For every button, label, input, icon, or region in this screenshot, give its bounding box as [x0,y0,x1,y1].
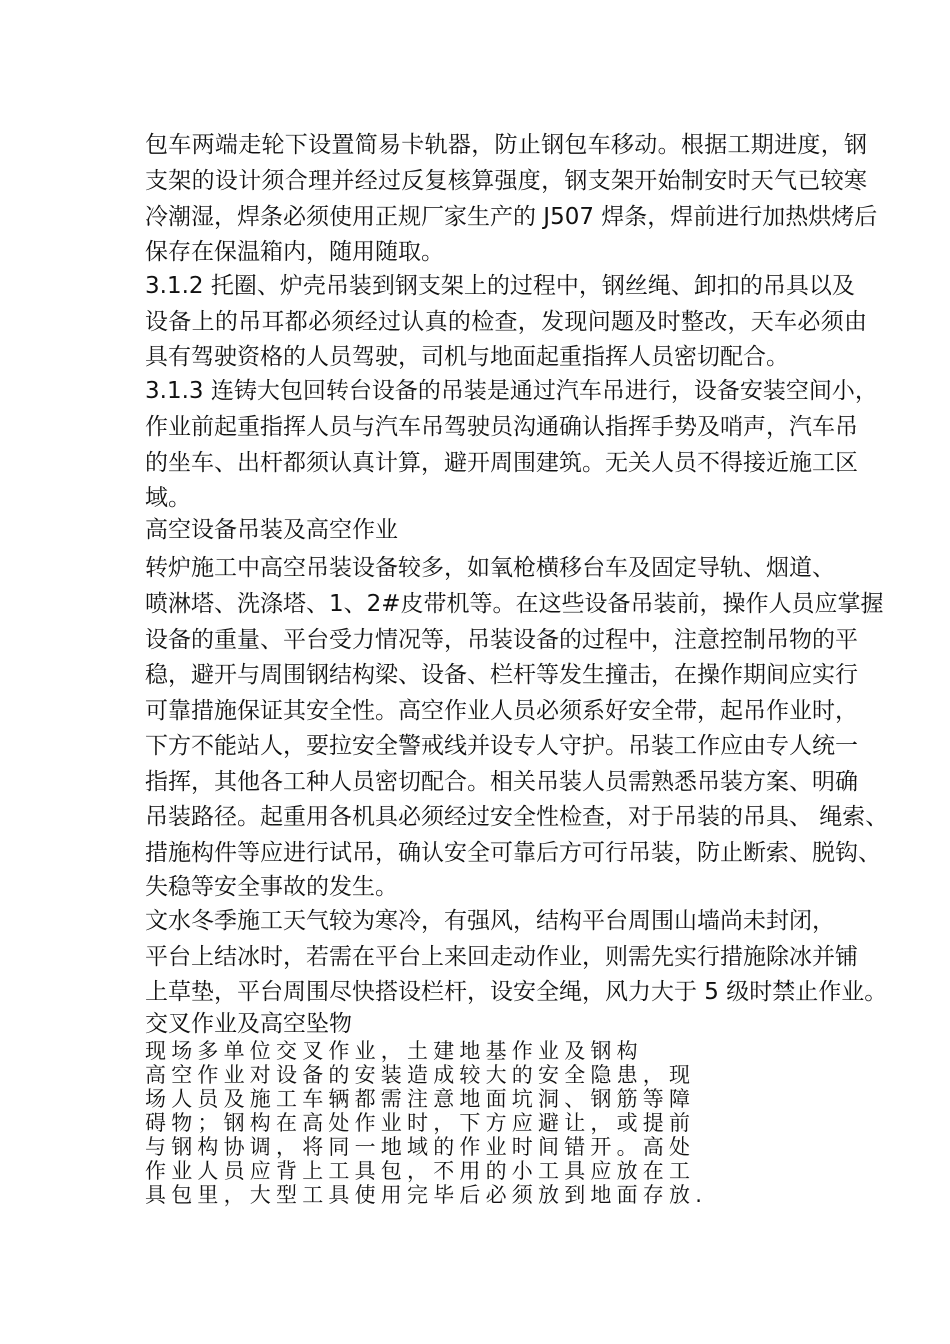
paragraph-line: 碍物；钢构在高处作业时，下方应避让，或提前 [145,1111,696,1135]
paragraph-line: 下方不能站人，要拉安全警戒线并设专人守护。吊装工作应由专人统一 [145,733,858,759]
paragraph-line: 3.1.3 连铸大包回转台设备的吊装是通过汽车吊进行，设备安装空间小， [145,378,878,404]
paragraph-line: 具有驾驶资格的人员驾驶，司机与地面起重指挥人员密切配合。 [145,344,789,370]
paragraph-line: 作业人员应背上工具包，不用的小工具应放在工 [145,1159,696,1183]
paragraph-line: 具包里，大型工具使用完毕后必须放到地面存放. [145,1183,708,1207]
paragraph-line: 包车两端走轮下设置简易卡轨器，防止钢包车移动。根据工期进度，钢 [145,132,868,158]
section-heading: 交叉作业及高空坠物 [145,1011,352,1037]
paragraph-line: 指挥，其他各工种人员密切配合。相关吊装人员需熟悉吊装方案、明确 [145,769,858,795]
paragraph-line: 稳，避开与周围钢结构梁、设备、栏杆等发生撞击，在操作期间应实行 [145,662,858,688]
paragraph-line: 保存在保温箱内，随用随取。 [145,239,444,265]
paragraph-line: 设备的重量、平台受力情况等，吊装设备的过程中，注意控制吊物的平 [145,627,858,653]
paragraph-line: 场人员及施工车辆都需注意地面坑洞、钢筋等障 [145,1087,696,1111]
paragraph-line: 可靠措施保证其安全性。高空作业人员必须系好安全带，起吊作业时， [145,698,858,724]
paragraph-line: 支架的设计须合理并经过反复核算强度，钢支架开始制安时天气已较寒 [145,168,868,194]
paragraph-line: 失稳等安全事故的发生。 [145,874,398,900]
paragraph-line: 喷淋塔、洗涤塔、1、2#皮带机等。在这些设备吊装前，操作人员应掌握 [145,591,884,617]
paragraph-line: 上草垫，平台周围尽快搭设栏杆，设安全绳，风力大于 5 级时禁止作业。 [145,979,888,1005]
paragraph-line: 与钢构协调，将同一地域的作业时间错开。高处 [145,1135,696,1159]
paragraph-line: 措施构件等应进行试吊，确认安全可靠后方可行吊装，防止断索、脱钩、 [145,840,881,866]
paragraph-line: 高空作业对设备的安装造成较大的安全隐患，现 [145,1063,696,1087]
paragraph-line: 转炉施工中高空吊装设备较多，如氧枪横移台车及固定导轨、烟道、 [145,555,835,581]
paragraph-line: 平台上结冰时，若需在平台上来回走动作业，则需先实行措施除冰并铺 [145,944,858,970]
paragraph-line: 文水冬季施工天气较为寒冷，有强风，结构平台周围山墙尚未封闭， [145,908,835,934]
paragraph-line: 吊装路径。起重用各机具必须经过安全性检查，对于吊装的吊具、 绳索、 [145,804,889,830]
paragraph-line: 设备上的吊耳都必须经过认真的检查，发现问题及时整改，天车必须由 [145,309,868,335]
paragraph-line: 域。 [145,485,191,511]
paragraph-line: 3.1.2 托圈、炉壳吊装到钢支架上的过程中，钢丝绳、卸扣的吊具以及 [145,273,855,299]
paragraph-line: 现场多单位交叉作业，土建地基作业及钢构 [145,1039,643,1063]
section-heading: 高空设备吊装及高空作业 [145,517,398,543]
paragraph-line: 冷潮湿，焊条必须使用正规厂家生产的 J507 焊条，焊前进行加热烘烤后 [145,204,878,230]
paragraph-line: 的坐车、出杆都须认真计算，避开周围建筑。无关人员不得接近施工区 [145,450,858,476]
paragraph-line: 作业前起重指挥人员与汽车吊驾驶员沟通确认指挥手势及哨声，汽车吊 [145,414,858,440]
